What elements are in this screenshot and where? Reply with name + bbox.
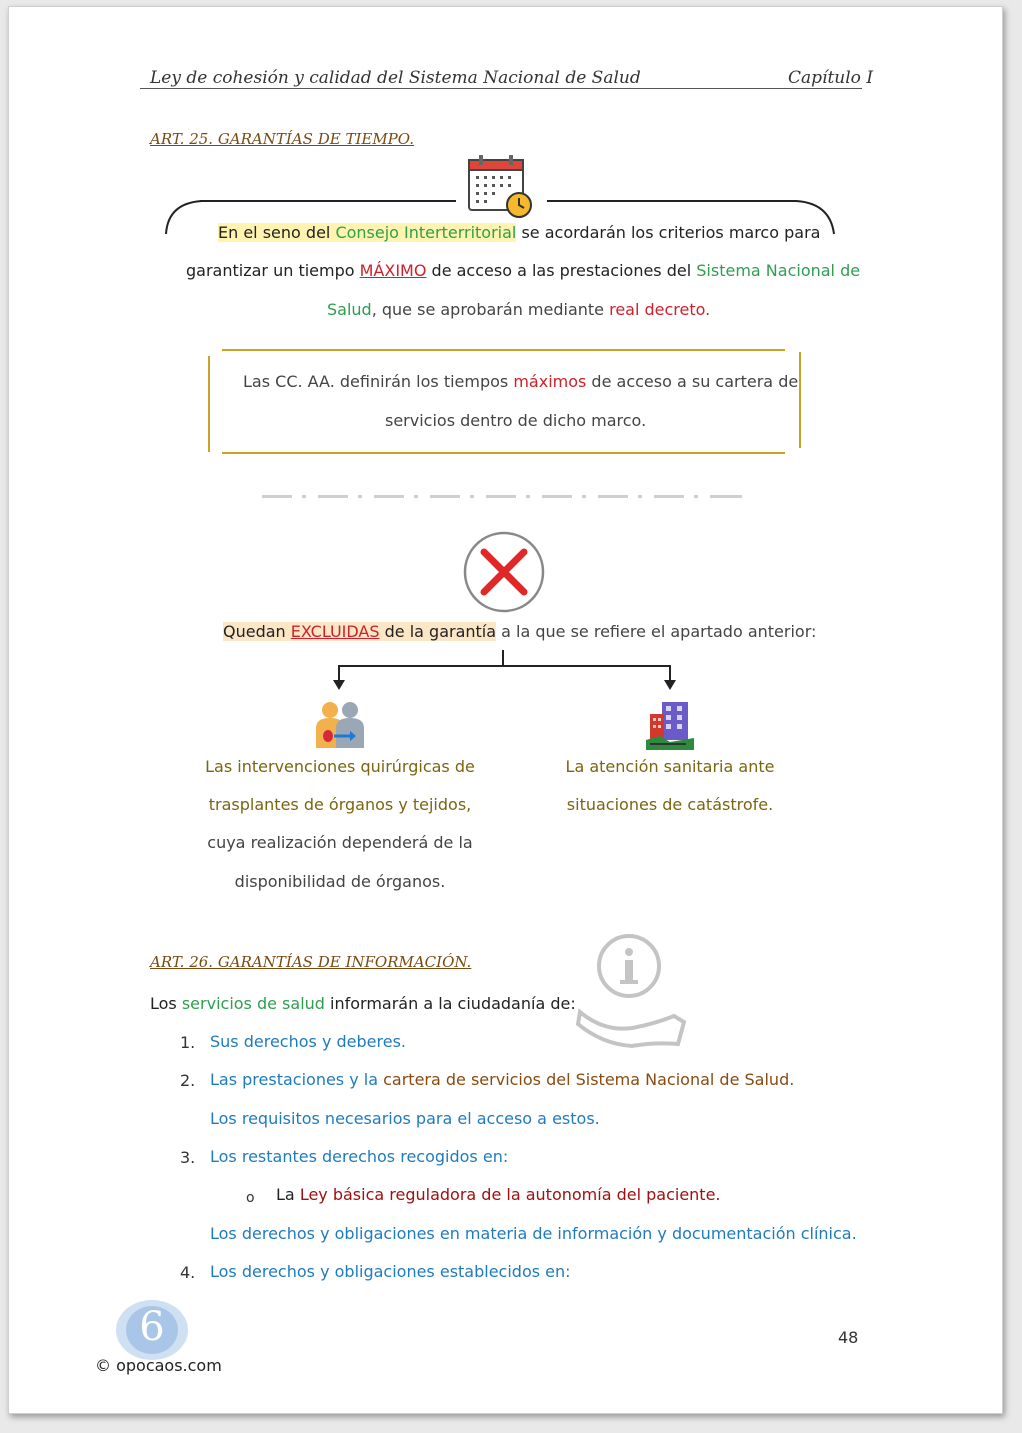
tree-left-drop — [338, 665, 340, 681]
arrow-right-icon — [664, 680, 676, 690]
collapsed-building-icon — [646, 700, 694, 750]
header-rule — [140, 88, 862, 89]
exclusion-left-line4: disponibilidad de órganos. — [234, 872, 446, 891]
box-top-border — [222, 349, 785, 351]
exclusion-left-line3: cuya realización dependerá de la — [207, 833, 473, 852]
header-chapter: Capítulo I — [788, 68, 874, 88]
art25-title: ART. 25. GARANTÍAS DE TIEMPO. — [150, 130, 414, 148]
copyright-text: © opocaos.com — [95, 1356, 222, 1375]
bracket-corner-left — [160, 198, 208, 238]
calendar-clock-icon — [467, 154, 535, 220]
list-number-4: 4. — [180, 1263, 196, 1282]
exclusion-left-line2: trasplantes de órganos y tejidos, — [208, 795, 472, 814]
info-hand-icon — [574, 932, 694, 1054]
opocaos-logo — [112, 1296, 192, 1364]
exclusion-left-line1: Las intervenciones quirúrgicas de — [205, 757, 475, 776]
tree-stem — [502, 650, 504, 666]
list-number-3: 3. — [180, 1148, 196, 1167]
art26-title: ART. 26. GARANTÍAS DE INFORMACIÓN. — [150, 953, 471, 971]
bracket-line-right — [547, 200, 797, 202]
logo-glyph: 6 — [139, 1304, 165, 1350]
art25-paragraph-line3: Salud, que se aprobarán mediante real decreto. — [327, 300, 711, 319]
art25-paragraph-line1: En el seno del Consejo Interterritorial se acordarán los criterios marco para — [218, 223, 821, 242]
list-item-2: Las prestaciones y la cartera de servicios del Sistema Nacional de Salud. — [210, 1070, 795, 1089]
tree-right-drop — [669, 665, 671, 681]
list-item-3: Los restantes derechos recogidos en: — [210, 1147, 509, 1166]
box-left-border — [208, 356, 210, 452]
box-right-border — [799, 352, 801, 448]
art25-paragraph-line2: garantizar un tiempo MÁXIMO de acceso a las prestaciones del Sistema Nacional de — [186, 261, 861, 280]
excluded-line: Quedan EXCLUIDAS de la garantía a la que se refiere el apartado anterior: — [223, 622, 817, 641]
page-number: 48 — [838, 1328, 859, 1347]
list-number-2: 2. — [180, 1071, 196, 1090]
bracket-line-left — [200, 200, 456, 202]
tree-bar — [338, 665, 671, 667]
list-item-4: Los derechos y obligaciones establecidos en: — [210, 1262, 571, 1281]
box-line1: Las CC. AA. definirán los tiempos máximos de acceso a su cartera de — [243, 372, 799, 391]
exclusion-right-line1: La atención sanitaria ante — [565, 757, 775, 776]
red-x-icon — [462, 530, 546, 614]
box-bottom-border — [222, 452, 785, 454]
exclusion-right-line2: situaciones de catástrofe. — [566, 795, 774, 814]
list-item-3b: Los derechos y obligaciones en materia de información y documentación clínica. — [210, 1224, 857, 1243]
sub-bullet: o — [246, 1190, 255, 1206]
list-item-1: Sus derechos y deberes. — [210, 1032, 406, 1051]
arrow-left-icon — [333, 680, 345, 690]
box-line2: servicios dentro de dicho marco. — [385, 411, 647, 430]
art26-intro: Los servicios de salud informarán a la ciudadanía de: — [150, 994, 576, 1013]
list-number-1: 1. — [180, 1033, 196, 1052]
transplant-icon — [314, 700, 366, 750]
list-item-2b: Los requisitos necesarios para el acceso a estos. — [210, 1109, 600, 1128]
header-title: Ley de cohesión y calidad del Sistema Nacional de Salud — [150, 68, 641, 88]
sub-item-law: La Ley básica reguladora de la autonomía del paciente. — [276, 1185, 721, 1204]
